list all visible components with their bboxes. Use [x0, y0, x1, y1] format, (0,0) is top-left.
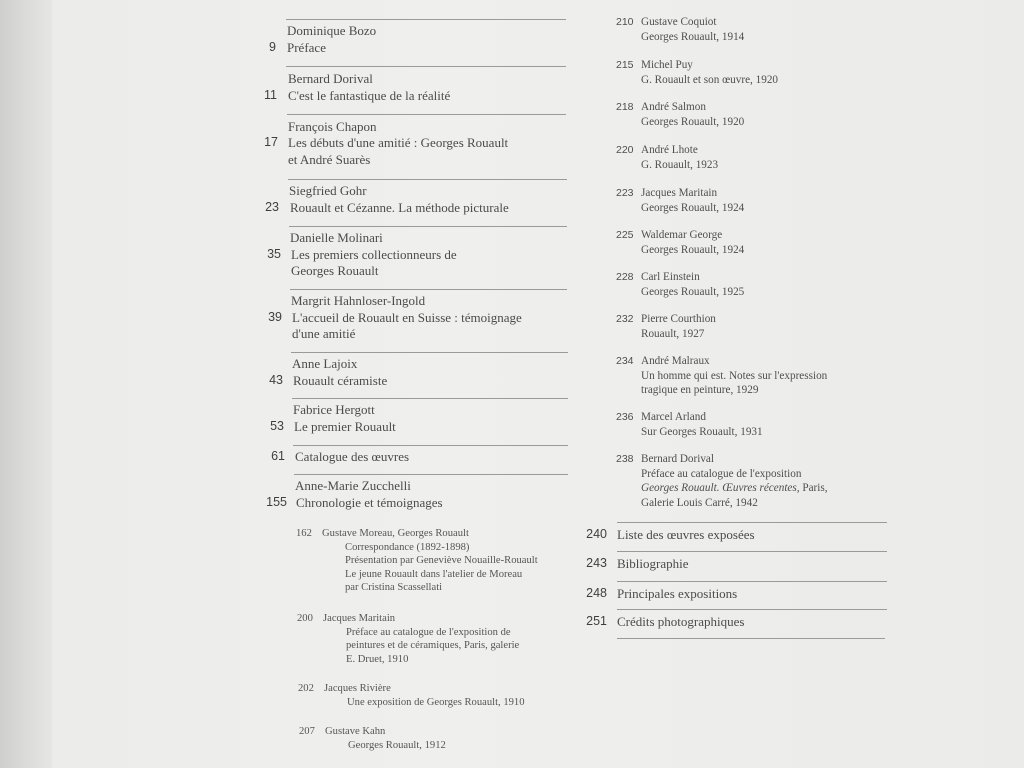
entry-page-number: 61 — [271, 449, 285, 463]
entry-page-number: 251 — [586, 614, 607, 628]
subentry-page-number: 238 — [616, 453, 634, 465]
entry-title: Le premier Rouault — [294, 419, 396, 434]
entry-title: Bibliographie — [617, 556, 689, 571]
divider — [288, 179, 567, 180]
subentry-line: Présentation par Geneviève Nouaille-Rouault — [345, 555, 538, 566]
entry-page-number: 11 — [264, 88, 277, 102]
subentry-page-number: 228 — [616, 271, 634, 283]
divider — [617, 638, 885, 639]
subentry-name: Bernard Dorival — [641, 453, 715, 465]
divider — [289, 226, 567, 227]
entry-page-number: 155 — [266, 495, 287, 509]
divider — [617, 551, 887, 552]
entry-author: Margrit Hahnloser-Ingold — [291, 293, 426, 308]
subentry-name: Jacques Rivière — [324, 683, 391, 694]
entry-author: François Chapon — [288, 119, 377, 134]
subentry-name: André Lhote — [641, 144, 698, 156]
entry-title-line2: Georges Rouault — [291, 263, 379, 278]
subentry-line: Préface au catalogue de l'exposition — [641, 467, 802, 480]
subentry-name: Waldemar George — [641, 229, 723, 241]
subentry-line: Georges Rouault, 1920 — [641, 115, 745, 128]
subentry-line: Georges Rouault, 1924 — [641, 243, 745, 256]
subentry-line: Georges Rouault, 1925 — [641, 285, 745, 298]
subentry-line: Le jeune Rouault dans l'atelier de Moreau — [345, 568, 523, 580]
subentry-page-number: 200 — [297, 613, 313, 624]
subentry-line: Préface au catalogue de l'exposition de — [346, 626, 511, 638]
subentry-line: Correspondance (1892-1898) — [345, 541, 470, 553]
subentry-line: Sur Georges Rouault, 1931 — [641, 425, 763, 438]
subentry-page-number: 207 — [299, 726, 315, 737]
subentry-page-number: 210 — [616, 16, 634, 28]
subentry-page-number: 218 — [616, 101, 634, 113]
entry-author: Siegfried Gohr — [289, 183, 367, 198]
subentry-name: Jacques Maritain — [323, 613, 396, 624]
entry-page-number: 53 — [270, 419, 284, 433]
entry-page-number: 23 — [265, 200, 279, 214]
entry-title-line2: d'une amitié — [292, 326, 356, 341]
divider — [286, 19, 566, 20]
divider — [290, 289, 567, 290]
subentry-line: Un homme qui est. Notes sur l'expression — [641, 369, 828, 382]
book-gutter — [0, 0, 52, 768]
entry-page-number: 39 — [268, 310, 282, 324]
subentry-line: E. Druet, 1910 — [346, 653, 409, 665]
subentry-page-number: 234 — [616, 355, 634, 367]
exhibition-place: Paris, — [799, 482, 828, 494]
entry-title: Rouault céramiste — [293, 373, 388, 388]
entry-page-number: 35 — [267, 247, 281, 261]
entry-title-line2: et André Suarès — [288, 152, 371, 167]
subentry-page-number: 162 — [296, 528, 312, 539]
divider — [291, 352, 568, 353]
entry-author: Fabrice Hergott — [293, 402, 375, 417]
entry-author: Anne Lajoix — [292, 356, 358, 371]
entry-page-number: 43 — [269, 373, 283, 387]
entry-author: Bernard Dorival — [288, 71, 373, 86]
entry-title: Préface — [287, 40, 326, 55]
entry-title: Les débuts d'une amitié : Georges Rouault — [288, 135, 509, 150]
subentry-line: G. Rouault, 1923 — [641, 158, 719, 171]
entry-title: Principales expositions — [617, 586, 738, 601]
subentry-page-number: 202 — [298, 683, 314, 694]
entry-page-number: 9 — [269, 40, 276, 54]
entry-author: Anne-Marie Zucchelli — [295, 478, 411, 493]
entry-title: Rouault et Cézanne. La méthode picturale — [290, 200, 509, 215]
subentry-page-number: 220 — [616, 144, 634, 156]
subentry-name: Gustave Kahn — [325, 726, 386, 737]
book-page — [52, 0, 1024, 768]
subentry-name: André Malraux — [641, 355, 710, 367]
subentry-line: Une exposition de Georges Rouault, 1910 — [347, 696, 525, 708]
subentry-page-number: 225 — [616, 229, 634, 241]
subentry-page-number: 223 — [616, 187, 634, 199]
subentry-name: Michel Puy — [641, 59, 693, 71]
subentry-line: Galerie Louis Carré, 1942 — [641, 496, 758, 509]
subentry-line: G. Rouault et son œuvre, 1920 — [641, 73, 779, 86]
subentry-line: par Cristina Scassellati — [345, 582, 443, 593]
entry-author: Dominique Bozo — [287, 23, 377, 38]
subentry-name: Jacques Maritain — [641, 187, 718, 199]
entry-title: Catalogue des œuvres — [295, 449, 410, 464]
entry-page-number: 248 — [586, 586, 607, 600]
entry-page-number: 17 — [264, 135, 278, 149]
divider — [286, 66, 566, 67]
subentry-page-number: 215 — [616, 59, 634, 71]
entry-title: L'accueil de Rouault en Suisse : témoignage — [292, 310, 522, 325]
subentry-line: Rouault, 1927 — [641, 327, 705, 340]
subentry-line: Georges Rouault, 1912 — [348, 739, 446, 751]
subentry-name: Pierre Courthion — [641, 313, 716, 325]
subentry-name: Gustave Moreau, Georges Rouault — [322, 528, 469, 539]
divider — [617, 609, 887, 610]
entry-title: Liste des œuvres exposées — [617, 527, 755, 542]
entry-title: C'est le fantastique de la réalité — [288, 88, 451, 103]
subentry-line: peintures et de céramiques, Paris, galerie — [346, 640, 520, 651]
exhibition-title: Georges Rouault. Œuvres récentes, — [641, 482, 800, 494]
entry-page-number: 243 — [586, 556, 607, 570]
divider — [617, 581, 887, 582]
subentry-line-italic — [641, 481, 828, 496]
subentry-line: Georges Rouault, 1924 — [641, 201, 745, 214]
entry-title: Chronologie et témoignages — [296, 495, 443, 510]
divider — [617, 522, 887, 523]
subentry-name: Carl Einstein — [641, 271, 700, 283]
subentry-line: tragique en peinture, 1929 — [641, 384, 759, 396]
divider — [287, 114, 566, 115]
entry-author: Danielle Molinari — [290, 230, 383, 245]
subentry-name: Gustave Coquiot — [641, 16, 717, 28]
entry-title: Les premiers collectionneurs de — [291, 247, 457, 262]
entry-page-number: 240 — [586, 527, 607, 541]
subentry-line: Georges Rouault, 1914 — [641, 30, 745, 43]
subentry-name: André Salmon — [641, 101, 706, 113]
entry-title: Crédits photographiques — [617, 614, 745, 629]
divider — [292, 398, 568, 399]
divider — [293, 445, 568, 446]
subentry-name: Marcel Arland — [641, 411, 706, 423]
divider — [294, 474, 568, 475]
subentry-page-number: 236 — [616, 411, 634, 423]
subentry-page-number: 232 — [616, 313, 634, 325]
